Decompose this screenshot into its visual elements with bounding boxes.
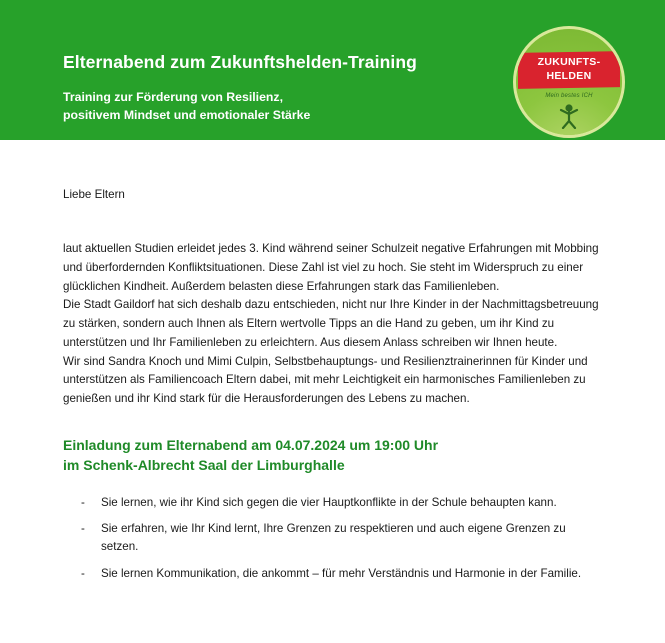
list-item-text: Sie lernen, wie ihr Kind sich gegen die vier Hauptkonflikte in der Schule behaupten kann. — [101, 495, 557, 509]
paragraph-2: Die Stadt Gaildorf hat sich deshalb dazu entschieden, nicht nur Ihre Kinder in der Nachmittagsbetreuung zu stärken, sondern auch Ihnen als Eltern wertvolle Tipps an die Hand zu geben, um ihr Kind zu unterstützen und Ihr Familienleben zu erleichtern. Aus diesem Anlass schreiben wir Ihnen heute. — [63, 298, 599, 349]
salutation: Liebe Eltern — [63, 188, 125, 201]
zukunftshelden-logo — [513, 26, 625, 138]
page-title: Elternabend zum Zukunftshelden-Training — [63, 52, 417, 72]
logo-slogan: Mein bestes ICH — [545, 93, 593, 99]
invitation-heading — [63, 435, 602, 476]
child-figure-icon — [554, 103, 584, 129]
list-item — [63, 494, 602, 512]
bullet-marker: - — [81, 566, 85, 580]
paragraph-3: Wir sind Sandra Knoch und Mimi Culpin, Selbstbehauptungs- und Resilienztrainerinnen für Kinder und unterstützen als Familiencoach Eltern dabei, mit mehr Leichtigkeit ein harmonisches Familienleben zu genießen und ihr Kind stark für die Herausforderungen des Lebens zu machen. — [63, 354, 588, 406]
bullet-marker: - — [81, 521, 85, 535]
letter-body — [0, 186, 665, 583]
header-subtitle-line2: positivem Mindset und emotionaler Stärke — [63, 107, 311, 122]
list-item-text: Sie erfahren, wie Ihr Kind lernt, Ihre Grenzen zu respektieren und auch eigene Grenzen zu setzen. — [101, 521, 566, 554]
invitation-line2: im Schenk-Albrecht Saal der Limburghalle — [63, 457, 345, 474]
header-subtitle-line1: Training zur Förderung von Resilienz, — [63, 90, 283, 104]
logo-word-zukunfts: ZUKUNFTS- — [537, 56, 601, 68]
paragraph-1: laut aktuellen Studien erleidet jedes 3. Kind während seiner Schulzeit negative Erfahrungen mit Mobbing und überfordernden Konfliktsituationen. Diese Zahl ist viel zu hoch. Sie steht im Widerspruch zu einer glücklichen Kindheit. Außerdem belasten diese Erfahrungen stark das Familienleben. — [63, 241, 599, 293]
list-item — [63, 520, 602, 557]
list-item-text: Sie lernen Kommunikation, die ankommt – für mehr Verständnis und Harmonie in der Familie. — [101, 566, 582, 580]
benefits-list — [63, 494, 602, 583]
list-item — [63, 565, 602, 583]
bullet-marker: - — [81, 495, 85, 509]
logo-word-helden: HELDEN — [546, 70, 592, 82]
letter-paragraphs — [63, 240, 602, 409]
header-text-block — [63, 52, 523, 125]
header-band — [0, 0, 665, 140]
invitation-line1: Einladung zum Elternabend am 04.07.2024 um 19:00 Uhr — [63, 437, 439, 453]
